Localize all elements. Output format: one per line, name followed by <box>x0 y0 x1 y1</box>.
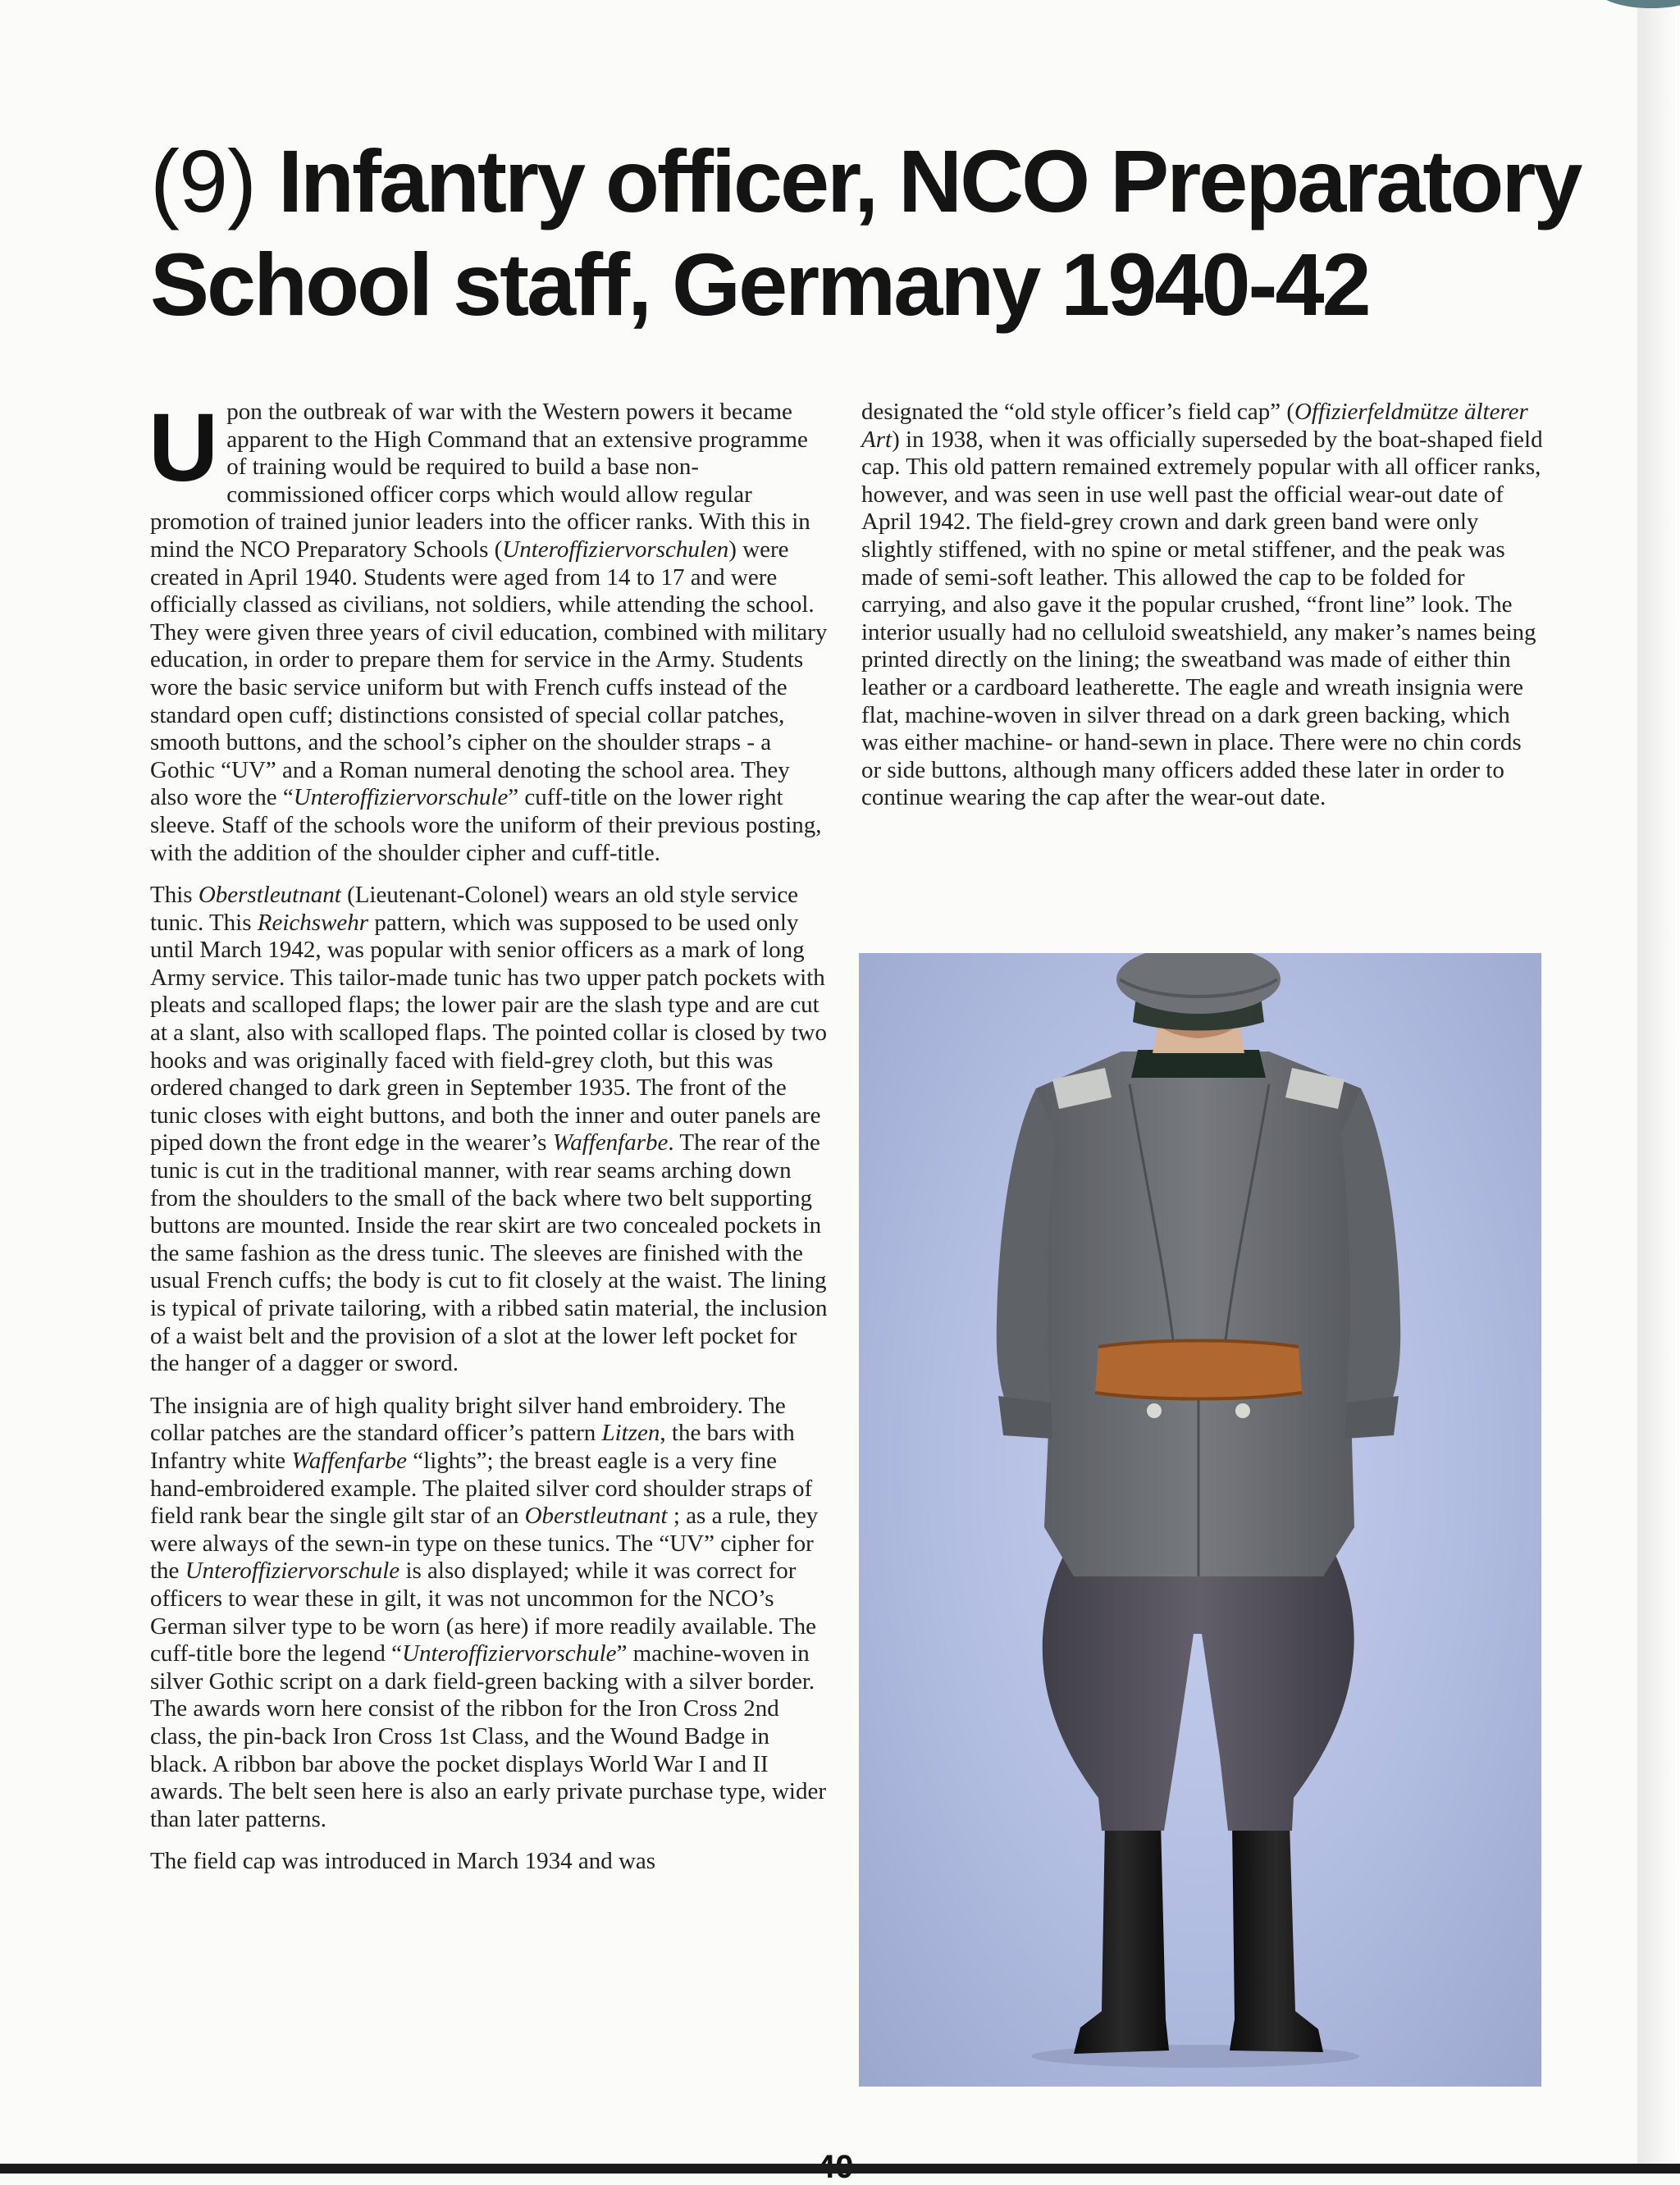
paragraph-insignia <box>150 1393 828 1834</box>
drop-cap: U <box>148 394 219 502</box>
foreign-term: Waffenfarbe <box>552 1129 669 1156</box>
text-span: is also displayed; while it was correct for officers to wear these in gilt, it was not uncommon for the NCO’s German silver type to be worn (as here) if more readily available. The cuff-title bore the legend “ <box>150 1558 816 1667</box>
text-span: pattern, which was supposed to be used only until March 1942, was popular with senior officers as a mark of long Army service. This tailor-made tunic has two upper patch pockets with pleats and scalloped flaps; the lower pair are the slash type and are cut at a slant, also with scalloped flaps. The pointed collar is closed by two hooks and was originally faced with field-grey cloth, but this was ordered changed to dark green in September 1935. The front of the tunic closes with eight buttons, and both the inner and outer panels are piped down the front edge in the wearer’s <box>150 909 827 1156</box>
foreign-term: Unteroffiziervorschule <box>402 1640 617 1667</box>
text-span: ) in 1938, when it was officially superseded by the boat-shaped field cap. This old pattern remained extremely popular with all officer ranks, however, and was seen in use well past the official wear-out date of April 1942. The field-grey crown and dark green band were only slightly stiffened, with no spine or metal stiffener, and the peak was made of semi-soft leather. This allowed the cap to be folded for carrying, and also gave it the popular crushed, “front line” look. The interior usually had no celluloid sweatshield, any maker’s names being printed directly on the lining; the sweatband was made of either thin leather or a cardboard leatherette. The eagle and wreath insignia were flat, machine-woven in silver thread on a dark green backing, which was either machine- or hand-sewn in place. There were no chin cords or side buttons, although many officers added these later in order to continue wearing the cap after the wear-out date. <box>861 426 1543 811</box>
title-text: Infantry officer, NCO Preparatory School staff, Germany 1940-42 <box>150 131 1581 334</box>
right-column <box>861 399 1544 827</box>
text-span: This <box>150 882 199 909</box>
paragraph-field-cap-start: The field cap was introduced in March 1934 and was <box>150 1848 656 1875</box>
paragraph-intro <box>148 394 828 867</box>
right-boot <box>1230 1822 1323 2052</box>
collar <box>1131 1050 1266 1078</box>
title-number: (9) <box>150 131 256 230</box>
foreign-term: Offizierfeldmütze älterer Art <box>861 399 1528 453</box>
foreign-term: Unteroffiziervorschulen <box>502 536 729 563</box>
corner-tab <box>1598 0 1680 8</box>
right-sleeve <box>1341 1088 1400 1429</box>
text-span: “lights”; the breast eagle is a very fine hand-embroidered example. The plaited silver cord shoulder straps of field rank bear the single gilt star of an <box>150 1447 813 1530</box>
foreign-term: Unteroffiziervorschule <box>185 1558 400 1585</box>
left-cuff <box>998 1396 1052 1439</box>
right-cuff <box>1344 1396 1399 1439</box>
left-back-button <box>1147 1403 1162 1418</box>
uniform-figure-illustration <box>859 953 1541 2087</box>
paragraph-tunic <box>150 882 828 1378</box>
foreign-term: Litzen <box>601 1420 660 1447</box>
text-span: pon the outbreak of war with the Western powers it became apparent to the High Command that an extensive programme of training would be required to build a base non-commissioned officer corps which would allow regular promotion of trained junior leaders into the officer ranks. With this in mind the NCO Preparatory Schools ( <box>150 399 810 563</box>
brown-belt <box>1095 1341 1302 1399</box>
text-span: designated the “old style officer’s field cap” ( <box>861 399 1294 425</box>
page-title <box>150 130 1610 336</box>
left-sleeve <box>997 1088 1056 1429</box>
text-span: ” cuff-title on the lower right sleeve. Staff of the schools wore the uniform of their previous posting, with the addition of the shoulder cipher and cuff-title. <box>150 784 822 866</box>
page-bottom-edge <box>0 2164 1680 2174</box>
left-boot <box>1074 1822 1169 2054</box>
text-span: ; as a rule, they were always of the sewn-in type on these tunics. The “UV” cipher for the <box>150 1503 819 1585</box>
left-column <box>148 394 828 1891</box>
foreign-term: Waffenfarbe <box>291 1447 408 1474</box>
paragraph-field-cap-continued <box>861 399 1544 812</box>
text-span: (Lieutenant-Colonel) wears an old style service tunic. This <box>150 882 799 936</box>
foreign-term: Oberstleutnant <box>198 882 341 909</box>
foreign-term: Reichswehr <box>257 909 369 936</box>
text-span: ) were created in April 1940. Students were aged from 14 to 17 and were officially classed as civilians, not soldiers, while attending the school. They were given three years of civil education, combined with military education, in order to prepare them for service in the Army. Students wore the basic service uniform but with French cuffs instead of the standard open cuff; distinctions consisted of special collar patches, smooth buttons, and the school’s cipher on the shoulder straps - a Gothic “UV” and a Roman numeral denoting the school area. They also wore the “ <box>150 536 828 811</box>
text-span: , the bars with Infantry white <box>150 1420 795 1474</box>
page-edge-shadow <box>1637 0 1680 2174</box>
text-span: ” machine-woven in silver Gothic script on a dark field-green backing with a silver border. The awards worn here consist of the ribbon for the Iron Cross 2nd class, the pin-back Iron Cross 1st Class, and the Wound Badge in black. A ribbon bar above the pocket displays World War I and II awards. The belt seen here is also an early private purchase type, wider than later patterns. <box>150 1640 827 1832</box>
foreign-term: Unteroffiziervorschule <box>293 784 509 811</box>
right-back-button <box>1235 1403 1250 1418</box>
text-span: . The rear of the tunic is cut in the traditional manner, with rear seams arching down from the shoulders to the small of the back where two belt supporting buttons are mounted. Inside the rear skirt are two concealed pockets in the same fashion as the dress tunic. The sleeves are finished with the usual French cuffs; the body is cut to fit closely at the waist. The lining is typical of private tailoring, with a ribbed satin material, the inclusion of a waist belt and the provision of a slot at the lower left pocket for the hanger of a dagger or sword. <box>150 1129 828 1377</box>
text-span: The insignia are of high quality bright silver hand embroidery. The collar patches are the standard officer’s pattern <box>150 1392 786 1447</box>
foreign-term: Oberstleutnant <box>524 1503 668 1530</box>
uniform-photo <box>859 953 1541 2087</box>
